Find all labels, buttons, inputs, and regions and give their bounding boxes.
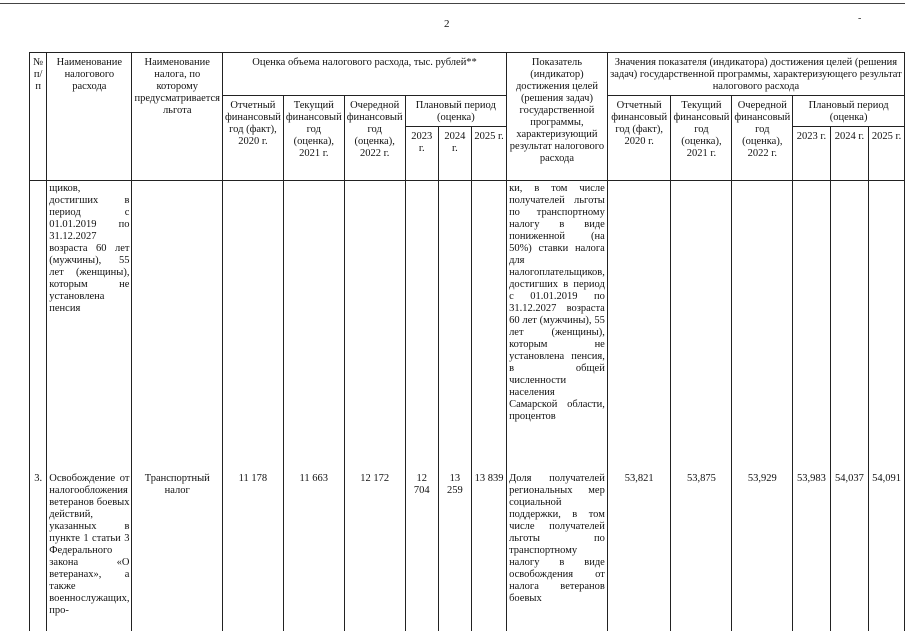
corner-mark: - (858, 13, 862, 24)
header-values-2024: 2024 г. (830, 127, 868, 181)
header-values-current: Текущий финансовый год (оценка), 2021 г. (671, 96, 732, 181)
row-val-2023 (793, 181, 831, 471)
row-est-2022: 12 172 (344, 471, 405, 631)
header-estimate-reporting: Отчетный финансовый год (факт), 2020 г. (223, 96, 284, 181)
row-val-2020: 53,821 (607, 471, 671, 631)
header-values-group: Значения показателя (индикатора) достижения целей (решения задач) государственной программы, характеризующего результат налогового расхода (607, 53, 904, 96)
row-val-2022 (732, 181, 793, 471)
top-border-line (0, 3, 905, 4)
row-est-2024 (438, 181, 471, 471)
row-est-2024: 13 259 (438, 471, 471, 631)
row-val-2021: 53,875 (671, 471, 732, 631)
row-val-2022: 53,929 (732, 471, 793, 631)
row-no: 3. (30, 471, 47, 631)
row-est-2025: 13 839 (472, 471, 507, 631)
header-estimate-2024: 2024 г. (438, 127, 471, 181)
row-tax (132, 181, 223, 471)
row-val-2023: 53,983 (793, 471, 831, 631)
header-values-reporting: Отчетный финансовый год (факт), 2020 г. (607, 96, 671, 181)
row-est-2025 (472, 181, 507, 471)
header-no: № п/п (30, 53, 47, 181)
row-val-2025 (869, 181, 905, 471)
row-val-2025: 54,091 (869, 471, 905, 631)
header-values-next: Очередной финансовый год (оценка), 2022 г. (732, 96, 793, 181)
header-estimate-planning: Плановый период (оценка) (405, 96, 506, 127)
header-tax: Наименование налога, по которому предусматривается льгота (132, 53, 223, 181)
row-est-2021: 11 663 (283, 471, 344, 631)
row-est-2023: 12 704 (405, 471, 438, 631)
header-name: Наименование налогового расхода (47, 53, 132, 181)
header-values-planning: Плановый период (оценка) (793, 96, 905, 127)
row-val-2021 (671, 181, 732, 471)
page-number: 2 (444, 18, 450, 30)
header-estimate-2025: 2025 г. (472, 127, 507, 181)
tax-expense-table (29, 52, 905, 631)
row-est-2023 (405, 181, 438, 471)
header-estimate-group: Оценка объема налогового расхода, тыс. рублей** (223, 53, 507, 96)
table-row (30, 181, 905, 471)
header-values-2025: 2025 г. (869, 127, 905, 181)
row-est-2020 (223, 181, 284, 471)
row-est-2021 (283, 181, 344, 471)
row-est-2020: 11 178 (223, 471, 284, 631)
header-values-2023: 2023 г. (793, 127, 831, 181)
row-indicator: Доля получателей региональных мер социальной поддержки, в том числе получателей льготы по транспортному налогу в виде освобождения от налога ветеранов боевых (507, 471, 608, 631)
row-no (30, 181, 47, 471)
row-name: щиков, достигших в период с 01.01.2019 по 31.12.2027 возраста 60 лет (мужчины), 55 лет (женщины), которым не установлена пенсия (47, 181, 132, 471)
header-estimate-2023: 2023 г. (405, 127, 438, 181)
row-est-2022 (344, 181, 405, 471)
row-tax: Транспортный налог (132, 471, 223, 631)
row-val-2024: 54,037 (830, 471, 868, 631)
header-estimate-current: Текущий финансовый год (оценка), 2021 г. (283, 96, 344, 181)
header-indicator: Показатель (индикатор) достижения целей (решения задач) государственной программы, характеризующий результат налогового расхода (507, 53, 608, 181)
row-val-2020 (607, 181, 671, 471)
header-estimate-next: Очередной финансовый год (оценка), 2022 г. (344, 96, 405, 181)
row-val-2024 (830, 181, 868, 471)
row-name: Освобождение от налогообложения ветеранов боевых действий, указанных в пункте 1 статьи 3 Федерального закона «О ветеранах», а также военнослужащих, про- (47, 471, 132, 631)
table-row (30, 471, 905, 631)
row-indicator: ки, в том числе получателей льготы по транспортному налогу в виде пониженной (на 50%) ставки налога для налогоплательщиков, достигших в период с 01.01.2019 по 31.12.2027 возраста 60 лет (мужчины), 55 лет (женщины), которым не установлена пенсия, в общей численности населения Самарской области, процентов (507, 181, 608, 471)
